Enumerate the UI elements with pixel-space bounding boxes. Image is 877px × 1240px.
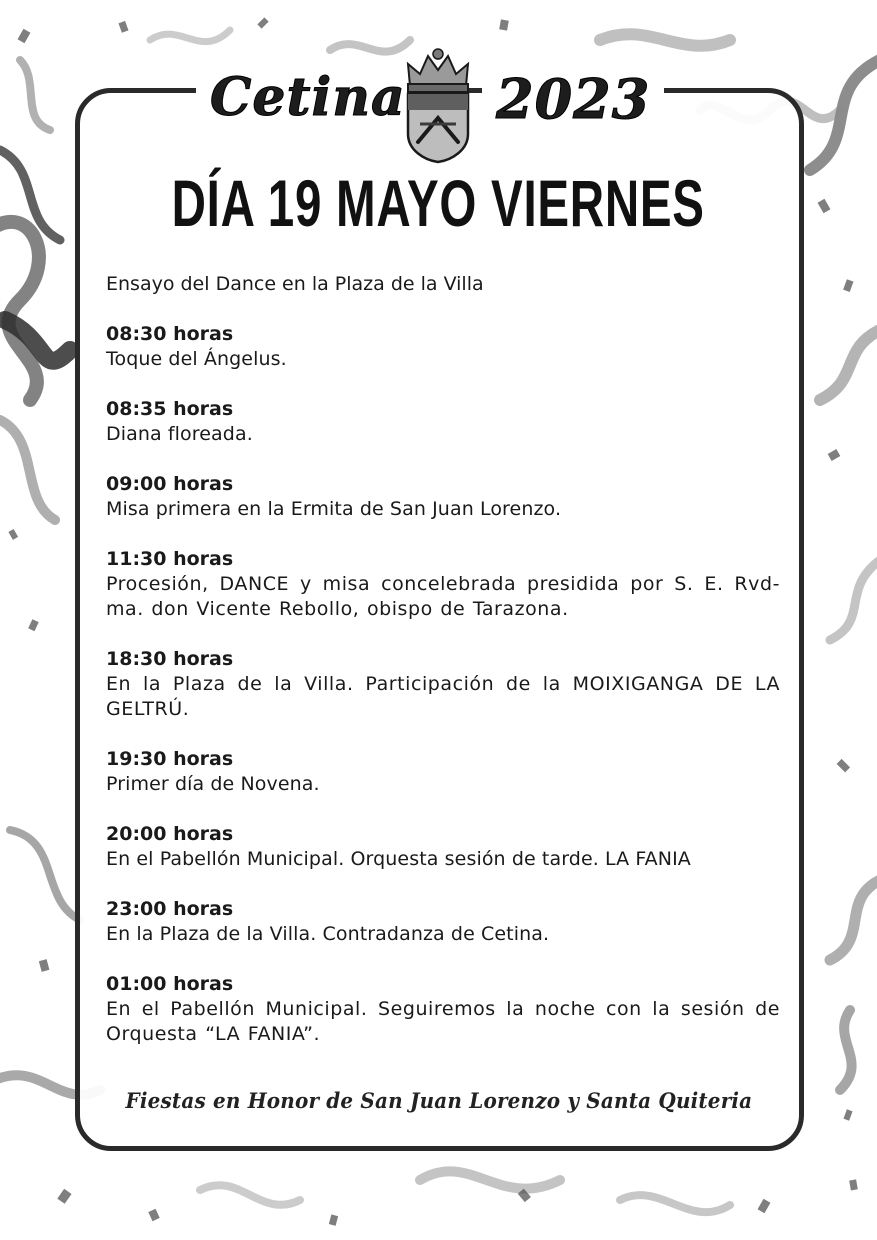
- schedule-item: [106, 822, 780, 872]
- event-description: En la Plaza de la Villa. Contradanza de Cetina.: [106, 923, 550, 945]
- schedule-item: [106, 547, 780, 622]
- event-time: 18:30 horas: [106, 648, 234, 670]
- event-description: Misa primera en la Ermita de San Juan Lorenzo.: [106, 498, 562, 520]
- event-time: 09:00 horas: [106, 473, 234, 495]
- schedule-item: [106, 747, 780, 797]
- event-description: En el Pabellón Municipal. Seguiremos la noche con la sesión de Orquesta “LA FANIA”.: [106, 998, 780, 1045]
- schedule-item: [106, 972, 780, 1047]
- event-time: 19:30 horas: [106, 748, 234, 770]
- schedule-item: [106, 647, 780, 722]
- town-name: Cetina: [196, 70, 420, 130]
- event-description: Procesión, DANCE y misa concelebrada presidida por S. E. Rvd-ma. don Vicente Rebollo, obispo de Tarazona.: [106, 573, 780, 620]
- intro-text: Ensayo del Dance en la Plaza de la Villa: [106, 273, 484, 295]
- event-description: En el Pabellón Municipal. Orquesta sesión de tarde. LA FANIA: [106, 848, 691, 870]
- event-time: 11:30 horas: [106, 548, 234, 570]
- event-description: Toque del Ángelus.: [106, 348, 287, 370]
- header: [0, 38, 877, 168]
- footer-text: Fiestas en Honor de San Juan Lorenzo y Santa Quiteria: [125, 1088, 753, 1113]
- schedule: [106, 272, 780, 1072]
- event-time: 20:00 horas: [106, 823, 234, 845]
- page-title-text: DÍA 19 MAYO VIERNES: [171, 166, 706, 240]
- schedule-item: [106, 472, 780, 522]
- schedule-item: [106, 397, 780, 447]
- schedule-item: [106, 897, 780, 947]
- event-time: 08:30 horas: [106, 323, 234, 345]
- footer-tagline: [92, 1088, 786, 1113]
- event-description: Primer día de Novena.: [106, 773, 320, 795]
- event-time: 08:35 horas: [106, 398, 234, 420]
- event-time: 23:00 horas: [106, 898, 234, 920]
- schedule-item: [106, 322, 780, 372]
- town-crest-icon: [400, 46, 476, 164]
- event-year: 2023: [482, 70, 664, 132]
- page-title: [0, 166, 877, 240]
- event-description: Diana floreada.: [106, 423, 253, 445]
- event-description: En la Plaza de la Villa. Participación de la MOIXIGANGA DE LA GELTRÚ.: [106, 673, 780, 720]
- event-time: 01:00 horas: [106, 973, 234, 995]
